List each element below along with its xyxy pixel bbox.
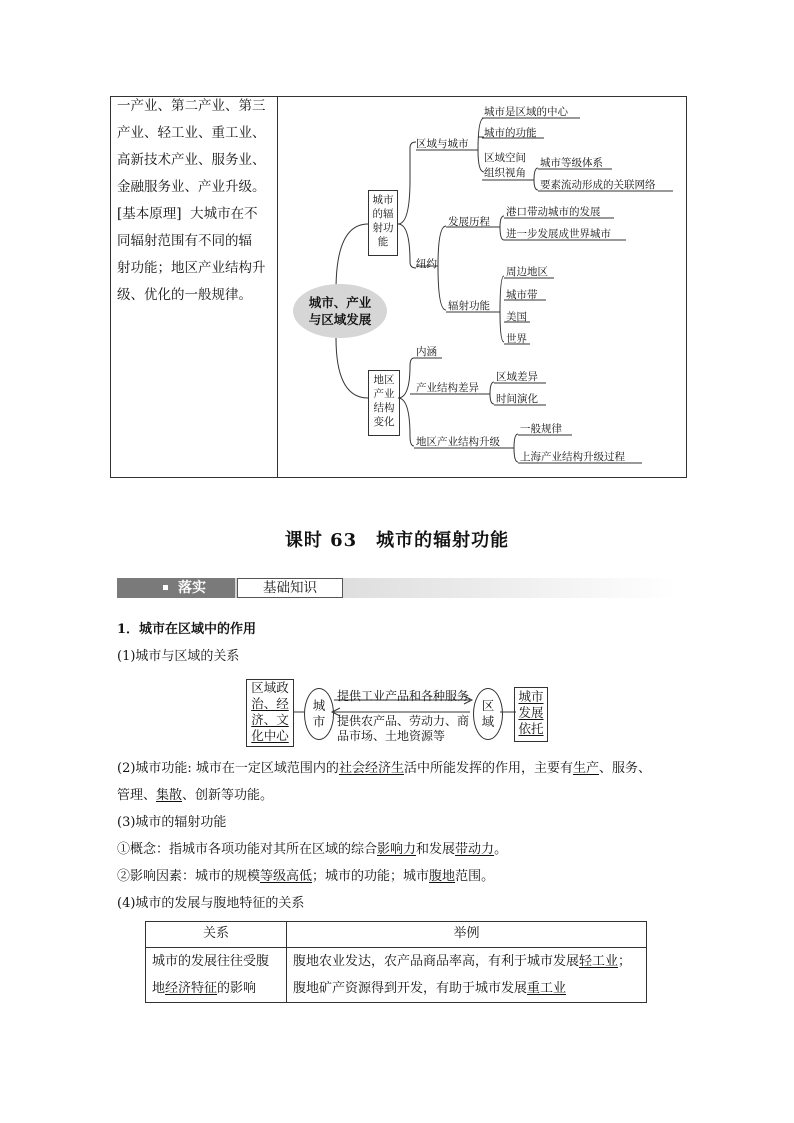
node-temporal-evo: 时间演化 <box>496 393 538 405</box>
sub-heading-1: (1)城市与区域的关系 <box>117 649 240 664</box>
flow-city-ellipse: 城 市 <box>304 688 334 740</box>
node-new-york: 纽约 <box>416 258 437 270</box>
node-city-system: 城市等级体系 <box>540 157 603 169</box>
principle-tag: [基本原理] <box>117 206 182 222</box>
node-city-belt: 城市带 <box>506 289 538 301</box>
node-region-city: 区域与城市 <box>416 138 469 150</box>
node-industry-upgrade: 地区产业结构升级 <box>416 436 500 448</box>
table-cell-example: 腹地农业发达，农产品商品率高，有利于城市发展轻工业； 腹地矿产资源得到开发，有助于城市发展重工业 <box>287 948 647 1003</box>
table-header-example: 举例 <box>287 922 647 948</box>
paragraph-radiation: (3)城市的辐射功能 <box>117 815 227 830</box>
node-world-city: 进一步发展成世界城市 <box>506 228 611 240</box>
node-connotation: 内涵 <box>416 346 437 358</box>
node-regional-diff: 区域差异 <box>496 371 538 383</box>
node-dev-history: 发展历程 <box>448 216 490 228</box>
mindmap-root: 城市、产业 与区域发展 <box>293 284 387 338</box>
paragraph-hinterland: (4)城市的发展与腹地特征的关系 <box>117 896 305 911</box>
flow-right-box: 城市 发展 依托 <box>514 687 548 742</box>
branch-industry-change: 地区 产业 结构 变化 <box>368 370 400 436</box>
node-city-center: 城市是区域的中心 <box>484 106 568 118</box>
flow-region-ellipse: 区 域 <box>473 688 503 740</box>
flow-left-box: 区域政 治、经 济、文 化中心 <box>246 679 294 747</box>
node-general-law: 一般规律 <box>520 423 562 435</box>
node-surrounding: 周边地区 <box>506 266 548 278</box>
node-industry-diff: 产业结构差异 <box>416 382 479 394</box>
banner-tag: 落实 <box>117 578 235 598</box>
paragraph-concept: ①概念：指城市各项功能对其所在区域的综合影响力和发展带动力。 <box>117 842 508 857</box>
node-city-function: 城市的功能 <box>484 127 537 139</box>
paragraph-city-function-2: 管理、集散、创新等功能。 <box>117 788 274 803</box>
node-factor-network: 要素流动形成的关联网络 <box>540 179 656 191</box>
left-cell-text: 一产业、第二产业、第三 产业、轻工业、重工业、 高新技术产业、服务业、 金融服务业、产业升级。 [基本原理] 大城市在不 同辐射范围有不同的辐 射功能；地区产业结构升 级、优化的一般规律。 <box>117 98 266 303</box>
node-world: 世界 <box>506 333 527 345</box>
node-usa: 美国 <box>506 311 527 323</box>
banner-bullet-icon <box>163 585 168 590</box>
table-header-relation: 关系 <box>146 922 287 948</box>
node-port-dev: 港口带动城市的发展 <box>506 206 601 218</box>
flow-top-arrow-label: 提供工业产品和各种服务 <box>337 689 470 703</box>
paragraph-factors: ②影响因素：城市的规模等级高低；城市的功能；城市腹地范围。 <box>117 869 495 884</box>
node-spatial-view: 区域空间 组织视角 <box>484 152 526 179</box>
flow-bottom-arrow-label: 提供农产品、劳动力、商 品市场、土地资源等 <box>337 714 470 743</box>
banner-label: 基础知识 <box>237 578 343 598</box>
lesson-title: 课时 63 城市的辐射功能 <box>284 530 510 551</box>
relation-table <box>145 921 647 1003</box>
table-cell-relation: 城市的发展往往受腹 地经济特征的影响 <box>146 948 287 1003</box>
heading-1: 1．城市在区域中的作用 <box>117 622 257 637</box>
paragraph-city-function: (2)城市功能: 城市在一定区域范围内的社会经济生活中所能发挥的作用，主要有生产、服务、 <box>117 761 651 776</box>
node-radiation-function: 辐射功能 <box>448 300 490 312</box>
branch-city-radiation: 城市 的辐 射功 能 <box>368 190 398 256</box>
node-shanghai: 上海产业结构升级过程 <box>520 451 625 463</box>
